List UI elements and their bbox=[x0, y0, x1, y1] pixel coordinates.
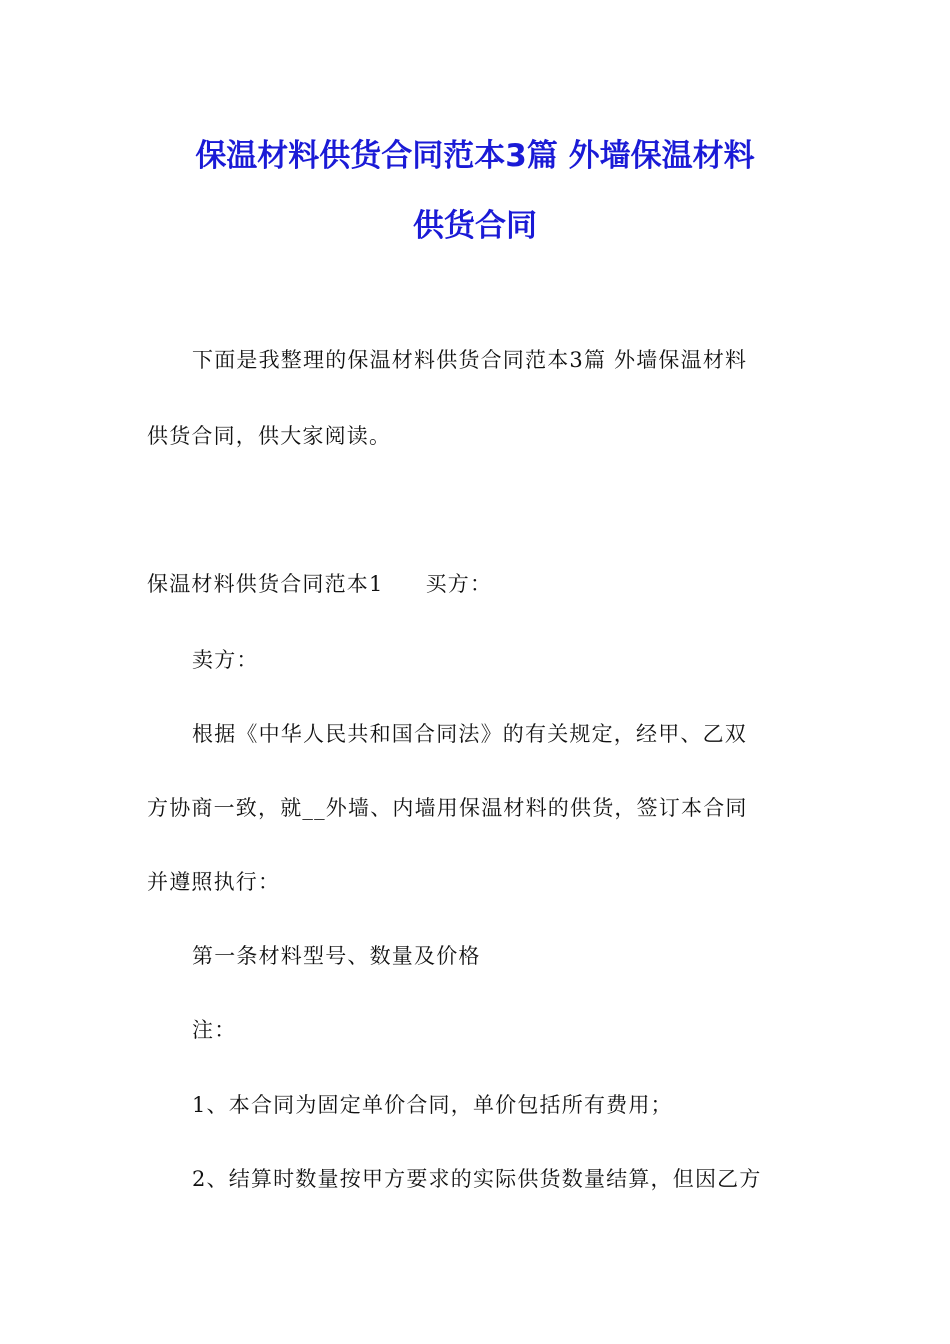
intro-line-1: 下面是我整理的保温材料供货合同范本3篇 外墙保温材料 bbox=[192, 348, 748, 372]
article-1-heading: 第一条材料型号、数量及价格 bbox=[192, 944, 481, 968]
contract-heading-row bbox=[147, 569, 492, 599]
document-title-line-2: 供货合同 bbox=[413, 208, 537, 244]
contract-heading: 保温材料供货合同范本1 bbox=[147, 572, 384, 596]
buyer-label: 买方： bbox=[425, 572, 493, 596]
note-item-2: 2、结算时数量按甲方要求的实际供货数量结算，但因乙方 bbox=[192, 1167, 762, 1191]
seller-label: 卖方： bbox=[192, 648, 259, 672]
paragraph-line-1: 根据《中华人民共和国合同法》的有关规定，经甲、乙双 bbox=[192, 722, 747, 746]
document-title-line-1: 保温材料供货合同范本3篇 外墙保温材料 bbox=[195, 138, 755, 174]
paragraph-line-2: 方协商一致，就__外墙、内墙用保温材料的供货，签订本合同 bbox=[147, 796, 748, 820]
intro-line-2: 供货合同，供大家阅读。 bbox=[147, 424, 392, 448]
paragraph-line-3: 并遵照执行： bbox=[147, 870, 281, 894]
note-label: 注： bbox=[192, 1018, 237, 1042]
note-item-1: 1、本合同为固定单价合同，单价包括所有费用； bbox=[192, 1093, 673, 1117]
